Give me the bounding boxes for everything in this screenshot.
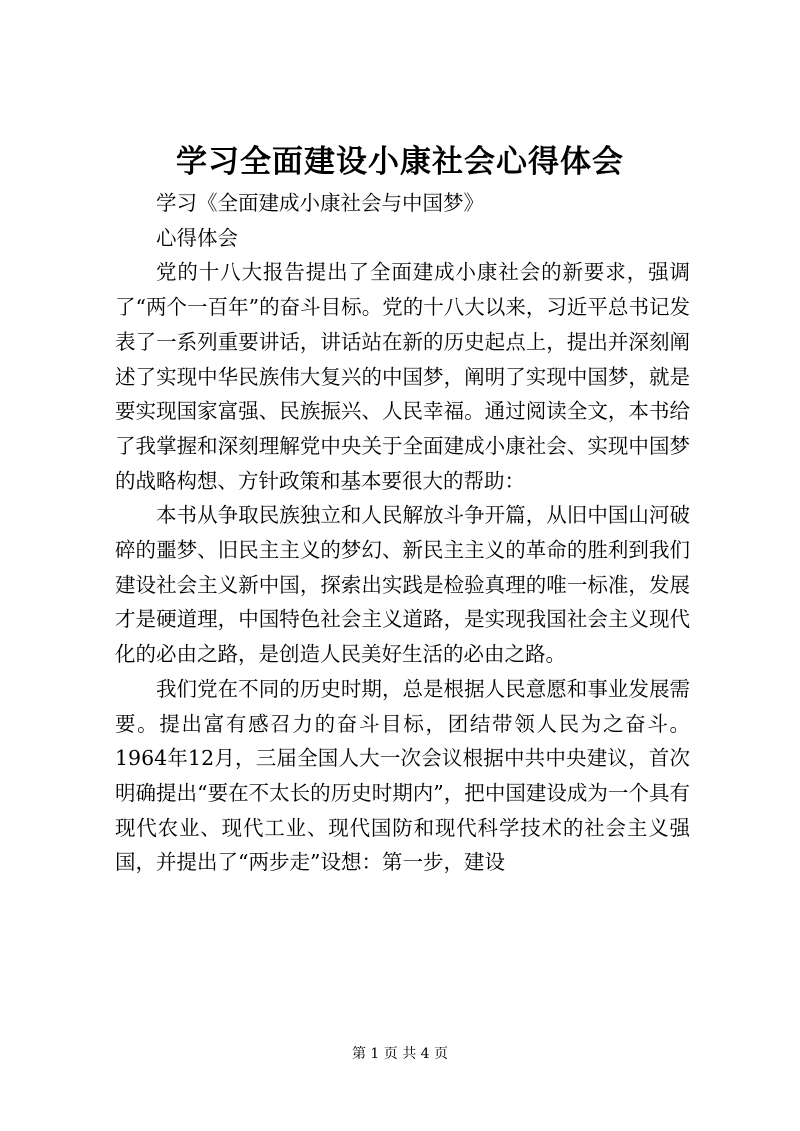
document-body — [115, 186, 690, 880]
body-paragraph: 我们党在不同的历史时期，总是根据人民意愿和事业发展需要。提出富有感召力的奋斗目标，团结带领人民为之奋斗。1964年12月，三届全国人大一次会议根据中共中央建议，首次明确提出“要在不太长的历史时期内”，把中国建设成为一个具有现代农业、现代工业、现代国防和现代科学技术的社会主义强国，并提出了“两步走”设想：第一步，建设 — [115, 676, 690, 875]
document-title: 学习全面建设小康社会心得体会 — [176, 144, 624, 180]
body-paragraph: 党的十八大报告提出了全面建成小康社会的新要求，强调了“两个一百年”的奋斗目标。党的十八大以来，习近平总书记发表了一系列重要讲话，讲话站在新的历史起点上，提出并深刻阐述了实现中华民族伟大复兴的中国梦，阐明了实现中国梦，就是要实现国家富强、民族振兴、人民幸福。通过阅读全文，本书给了我掌握和深刻理解党中央关于全面建成小康社会、实现中国梦的战略构想、方针政策和基本要很大的帮助： — [115, 260, 690, 493]
subtitle-line-2: 心得体会 — [156, 225, 238, 250]
page-footer: 第 1 页 共 4 页 — [351, 1046, 449, 1062]
subtitle-line: 学习《全面建成小康社会与中国梦》 — [156, 191, 484, 215]
body-paragraph: 本书从争取民族独立和人民解放斗争开篇，从旧中国山河破碎的噩梦、旧民主主义的梦幻、新民主主义的革命的胜利到我们建设社会主义新中国，探索出实践是检验真理的唯一标准，发展才是硬道理，中国特色社会主义道路，是实现我国社会主义现代化的必由之路，是创造人民美好生活的必由之路。 — [115, 503, 690, 667]
